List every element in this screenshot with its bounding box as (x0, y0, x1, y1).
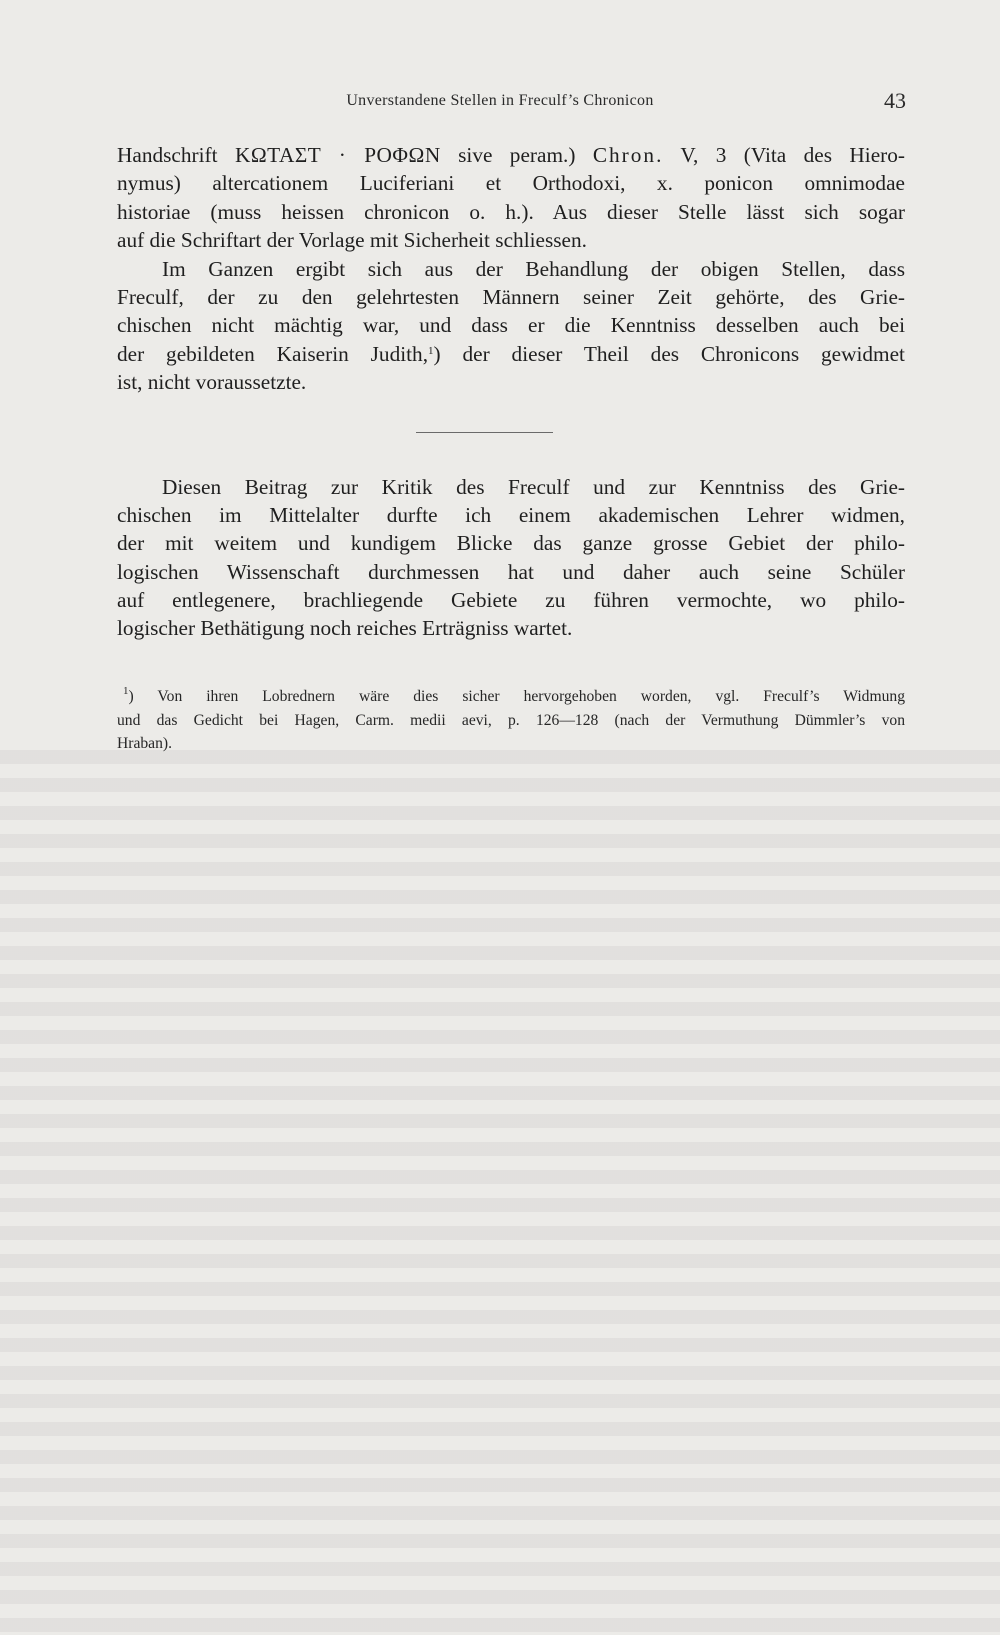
section-divider (416, 432, 553, 433)
p3-line-4: logischen Wissenschaft durchmessen hat und daher auch seine Schüler (117, 559, 905, 584)
footnote-marker: 1 (123, 685, 129, 697)
p1-line-4: auf die Schriftart der Vorlage mit Sicherheit schliessen. (117, 228, 587, 253)
p1-line-2: nymus) altercationem Luciferiani et Orthodoxi, x. ponicon omnimodae (117, 171, 905, 196)
p3-line-2: chischen im Mittelalter durfte ich einem akademischen Lehrer widmen, (117, 502, 905, 527)
footnote-ref: 1 (428, 344, 434, 357)
page-header (0, 88, 1000, 120)
p2-line-1: Im Ganzen ergibt sich aus der Behandlung der obigen Stellen, dass (162, 256, 905, 281)
p3-line-1: Diesen Beitrag zur Kritik des Freculf und zur Kenntniss des Grie- (162, 474, 905, 499)
show-through-background (0, 750, 1000, 1635)
p1-line-3: historiae (muss heissen chronicon o. h.). Aus dieser Stelle lässt sich sogar (117, 199, 905, 224)
p2-line-2: Freculf, der zu den gelehrtesten Männern seiner Zeit gehörte, des Grie- (117, 284, 905, 309)
p2-line-3: chischen nicht mächtig war, und dass er die Kenntniss desselben auch bei (117, 313, 905, 338)
main-text (117, 141, 905, 643)
section-gap (117, 397, 905, 473)
p2-line-4: der gebildeten Kaiserin Judith,$^1$) der dieser Theil des Chronicons gewidmet (117, 341, 905, 366)
p3-line-5: auf entlegenere, brachliegende Gebiete zu führen vermochte, wo philo- (117, 588, 905, 613)
footnote-line-1: $^1$) Von ihren Lobrednern wäre dies sicher hervorgehoben worden, vgl. Freculf’s Widmung (123, 685, 905, 705)
page-number: 43 (884, 88, 906, 113)
p3-line-3: der mit weitem und kundigem Blicke das ganze grosse Gebiet der philo- (117, 531, 905, 556)
p2-line-5: ist, nicht voraussetzte. (117, 370, 307, 395)
footnote-line-2: und das Gedicht bei Hagen, Carm. medii aevi, p. 126—128 (nach der Vermuthung Dümmler’s von (117, 711, 905, 729)
running-title: Unverstandene Stellen in Freculf’s Chronicon (346, 92, 654, 109)
greek-term: ΚΩΤΑΣΤ · ΡΟΦΩΝ (234, 143, 441, 167)
p1-line-1: Handschrift ΚΩΤΑΣΤ · ΡΟΦΩΝ sive peram.) Chron. V, 3 (Vita des Hiero- (117, 143, 905, 167)
p3-line-6: logischer Bethätigung noch reiches Erträgniss wartet. (117, 616, 573, 641)
footnotes (117, 685, 905, 756)
footnote-line-3: Hraban). (117, 735, 172, 752)
